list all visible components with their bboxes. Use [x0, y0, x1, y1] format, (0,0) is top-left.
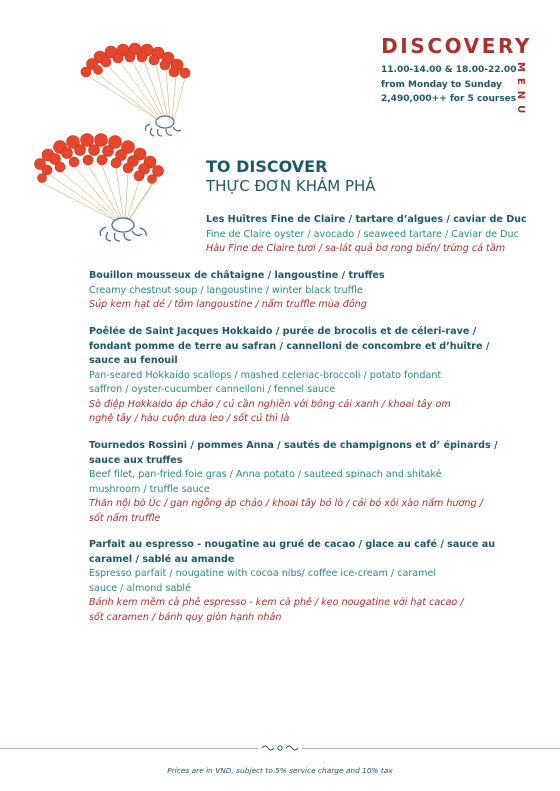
- section-title: TO DISCOVER: [206, 157, 328, 176]
- course-1-vietnamese: Hàu Fine de Claire tươi / sa-lát quả bơ rong biển/ trứng cá tầm: [206, 243, 506, 254]
- course-5-english-line-2: sauce / almond sablé: [89, 582, 191, 594]
- parachute-octopus-illustration: [0, 0, 220, 260]
- course-4-vietnamese-line-2: sốt nấm truffle: [89, 512, 161, 524]
- course-5-french-line-1: Parfait au espresso - nougatine au grué de cacao / glace au café / sauce au: [89, 539, 496, 550]
- wave-ornament-icon: [258, 742, 302, 754]
- service-hours: 11.00-14.00 & 18.00-22.00: [381, 65, 517, 75]
- menu-price: 2,490,000++ for 5 courses: [381, 94, 517, 104]
- course-1-english: Fine de Claire oyster / avocado / seaweed tartare / Caviar de Duc: [206, 228, 519, 240]
- course-5: [89, 538, 495, 625]
- course-4-french-line-1: Tournedos Rossini / pommes Anna / sautés de champignons et d’ épinards /: [89, 440, 498, 451]
- service-days: from Monday to Sunday: [381, 79, 502, 90]
- course-4-english-line-2: mushroom / truffle sauce: [89, 483, 210, 495]
- vertical-menu-label-wrap: [512, 62, 532, 132]
- course-2-vietnamese: Súp kem hạt dẻ / tôm langoustine / nấm truffle mùa đông: [89, 299, 367, 310]
- course-2: [89, 269, 385, 313]
- upper-parachute: [81, 43, 190, 136]
- course-5-french-line-2: caramel / sablé au amande: [89, 553, 235, 565]
- course-5-vietnamese-line-2: sốt caramen / bánh quy giòn hạnh nhân: [89, 611, 282, 623]
- course-1: [206, 213, 527, 257]
- course-4-french-line-2: sauce aux truffes: [89, 454, 183, 466]
- course-3-vietnamese-line-2: nghệ tây / hàu cuộn dưa leo / sốt củ thì là: [89, 413, 290, 424]
- lower-parachute: [35, 134, 164, 242]
- course-4: [89, 439, 498, 526]
- section-subtitle: THỰC ĐƠN KHÁM PHÁ: [206, 177, 376, 195]
- footer-tax-note: Prices are in VND, subject to 5% service charge and 10% tax: [167, 766, 393, 775]
- course-2-english: Creamy chestnut soup / langoustine / winter black truffle: [89, 284, 363, 296]
- course-4-vietnamese-line-1: Thăn nội bò Úc / gan ngỗng áp chảo / khoai tây bỏ lò / cải bó xôi xào nấm hương /: [89, 498, 483, 509]
- vertical-menu-label: MENU: [515, 62, 526, 120]
- brand-title: DISCOVERY: [381, 34, 532, 58]
- course-1-french: Les Huîtres Fine de Claire / tartare d’algues / caviar de Duc: [206, 214, 527, 225]
- course-3-french-line-1: Poêlée de Saint Jacques Hokkaido / purée de brocolis et de céleri-rave /: [89, 326, 477, 337]
- course-3-vietnamese-line-1: Sò điệp Hokkaido áp chảo / củ cần nghiền với bông cải xanh / khoai tây om: [89, 398, 451, 410]
- course-2-french: Bouillon mousseux de châtaigne / langoustine / truffes: [89, 270, 385, 281]
- course-3-french-line-2: fondant pomme de terre au safran / cannelloni de concombre et d’huître /: [89, 340, 490, 352]
- course-4-english-line-1: Beef filet, pan-fried foie gras / Anna potato / sauteed spinach and shitaké: [89, 469, 442, 480]
- course-5-english-line-1: Espresso parfait / nougatine with cocoa nibs/ coffee ice-cream / caramel: [89, 568, 437, 579]
- course-5-vietnamese-line-1: Bánh kem mềm cà phê espresso - kem cà phê / kẹo nougatine với hạt cacao /: [89, 597, 464, 608]
- course-3-french-line-3: sauce au fenouil: [89, 355, 178, 366]
- course-3-english-line-2: saffron / oyster-cucumber cannelloni / fennel sauce: [89, 384, 336, 395]
- course-3-english-line-1: Pan-seared Hokkaido scallops / mashed celeriac-broccoli / potato fondant: [89, 369, 442, 381]
- service-info: [381, 63, 516, 107]
- course-3: [89, 325, 489, 427]
